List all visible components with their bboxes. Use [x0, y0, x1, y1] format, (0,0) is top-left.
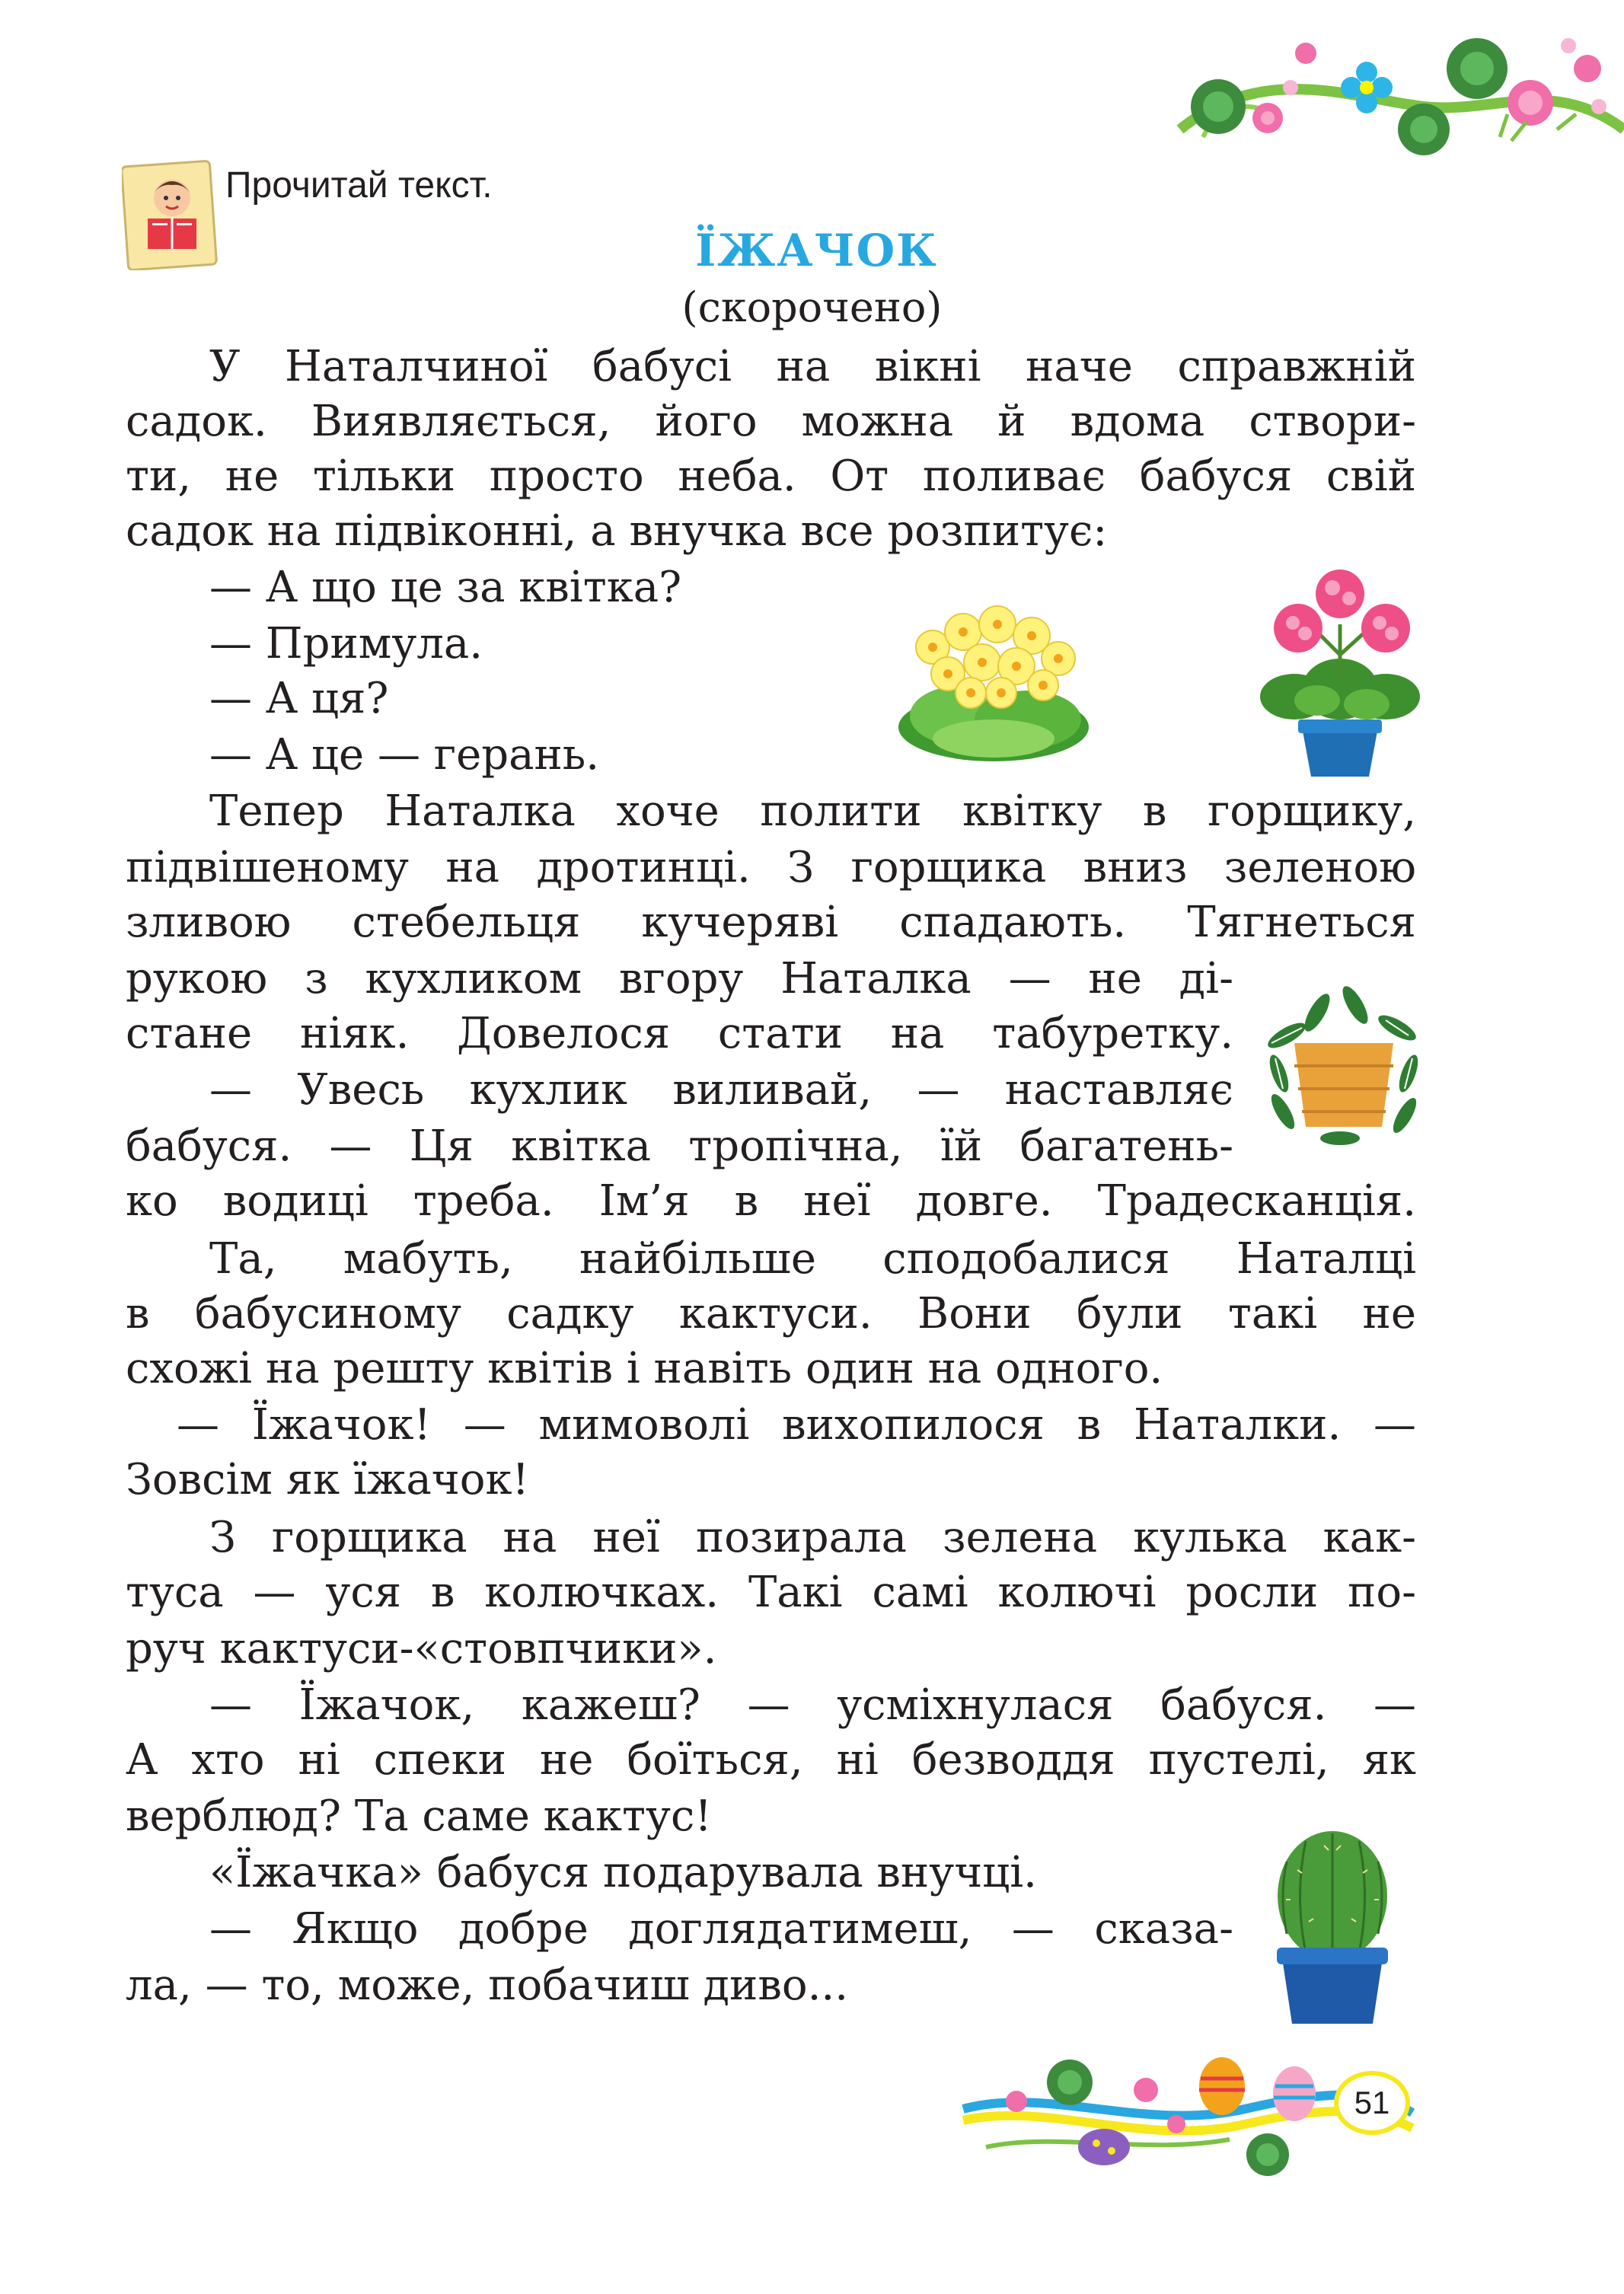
- text-line: Та, мабуть, найбільше сподобалися Наталці: [209, 1234, 1416, 1284]
- text-line: — Увесь кухлик виливай, — наставляє: [209, 1065, 1233, 1115]
- floral-vine-icon: [1173, 15, 1624, 183]
- text-line: зливою стебельця кучеряві спадають. Тягнеться: [126, 898, 1416, 947]
- text-line: Зовсім як їжачок!: [126, 1455, 529, 1504]
- text-line: підвішеному на дротинці. З горщика вниз зеленою: [126, 843, 1416, 892]
- page-number: 51: [1354, 2085, 1390, 2120]
- text-line: ко водиці треба. Ім’я в неї довге. Традесканція.: [126, 1176, 1416, 1226]
- text-line: стане ніяк. Довелося стати на табуретку.: [126, 1009, 1233, 1058]
- text-line: — А що це за квітка?: [209, 563, 682, 612]
- text-line: — А ця?: [209, 674, 389, 723]
- text-line: туса — уся в колючках. Такі самі колючі росли по-: [126, 1568, 1416, 1617]
- text-line: — Їжачок, кажеш? — усміхнулася бабуся. —: [209, 1680, 1416, 1730]
- text-line: — Якщо добре доглядатимеш, — сказа-: [209, 1904, 1233, 1954]
- text-line: бабуся. — Ця квітка тропічна, їй багатень-: [126, 1121, 1233, 1171]
- text-line: схожі на решту квітів і навіть один на одного.: [126, 1344, 1163, 1393]
- story-subtitle: (скорочено): [681, 283, 943, 331]
- instruction-text: Прочитай текст.: [225, 165, 493, 206]
- primula-icon: [887, 579, 1096, 769]
- text-line: У Наталчиної бабусі на вікні наче справжній: [209, 342, 1416, 391]
- text-line: — Примула.: [209, 619, 483, 668]
- page-number-badge: [1334, 2071, 1410, 2135]
- text-line: З горщика на неї позирала зелена кулька как-: [209, 1513, 1416, 1562]
- text-line: А хто ні спеки не боїться, ні безводдя пустелі, як: [126, 1735, 1416, 1785]
- text-line: рукою з кухликом вгору Наталка — не ді-: [126, 954, 1233, 1003]
- text-line: в бабусиному садку кактуси. Вони були такі не: [126, 1289, 1416, 1338]
- tradescantia-icon: [1264, 982, 1424, 1150]
- text-line: садок на підвіконні, а внучка все розпитує:: [126, 506, 1108, 556]
- text-line: верблюд? Та саме кактус!: [126, 1791, 712, 1841]
- text-line: — А це — герань.: [209, 730, 600, 780]
- geranium-icon: [1256, 563, 1424, 780]
- cactus-icon: [1268, 1827, 1397, 2025]
- text-line: ла, — то, може, побачиш диво...: [126, 1961, 848, 2010]
- text-line: Тепер Наталка хоче полити квітку в горщику,: [209, 786, 1416, 836]
- text-line: ти, не тільки просто неба. От поливає бабуся свій: [126, 451, 1416, 501]
- text-line: «Їжачка» бабуся подарувала внучці.: [209, 1848, 1037, 1897]
- story-title: ЇЖАЧОК: [695, 225, 938, 276]
- text-line: — Їжачок! — мимоволі вихопилося в Наталки. —: [177, 1400, 1416, 1450]
- text-line: руч кактуси-«стовпчики».: [126, 1624, 717, 1673]
- text-line: садок. Виявляється, його можна й вдома створи-: [126, 397, 1416, 446]
